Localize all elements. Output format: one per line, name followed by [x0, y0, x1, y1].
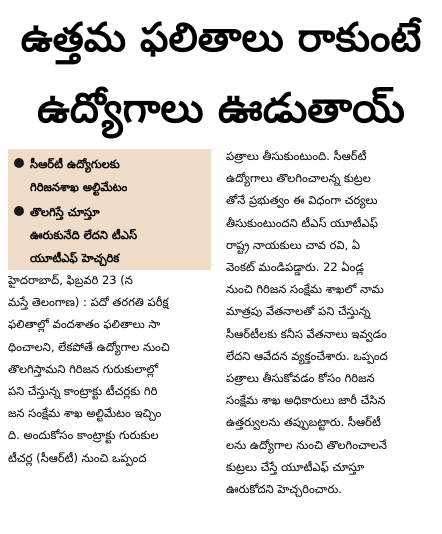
article-line: టీచర్ల (సీఆర్‌టీ) నుంచి ఒప్పంద: [8, 450, 147, 465]
article-line: పని చేస్తున్న కాంట్రాక్టు టీచర్లకు గిరి: [8, 384, 158, 399]
article-line: ఊరుకోదని హెచ్చరించారు.: [226, 482, 342, 497]
article-line: ధించాలని, లేకపోతే ఉద్యోగాల నుంచి: [8, 339, 170, 354]
article-line: సంక్షేమ శాఖ అధికారులు జారీ చేసిన: [226, 393, 386, 408]
highlight-line: గిరిజనశాఖ అల్టిమేటం: [30, 180, 128, 194]
article-line: కుట్రలు చేస్తే యూటీఎఫ్ చూస్తూ: [226, 459, 365, 474]
bullet-dot-icon: [14, 158, 24, 168]
highlight-line: తొలగిస్తే చూస్తూ: [30, 205, 100, 219]
article-line: ఉద్యోగాలు తొలగించాలన్న కుట్రల: [226, 171, 371, 186]
highlight-item: [14, 201, 209, 270]
article-line: మాత్రపు వేతనాలతో పని చేస్తున్న: [226, 304, 371, 319]
highlight-item: [14, 153, 209, 199]
article-line: జన సంక్షేమ శాఖ అల్టిమేటం ఇచ్చిం: [8, 406, 162, 421]
article-line: తోనే ప్రభుత్వం ఈ విధంగా చర్యలు: [226, 193, 378, 208]
article-right-column: [226, 145, 438, 500]
article-line: రాష్ట్ర నాయకులు చావ రవి, ఏ: [226, 237, 361, 252]
highlight-box: [8, 149, 211, 270]
article-line: ఫలితాల్లో వందశాతం ఫలితాలు సా: [8, 317, 161, 332]
article-line: లేదని ఆవేదన వ్యక్తంచేశారు. ఒప్పంద: [226, 348, 388, 363]
article-line: నుంచి గిరిజన సంక్షేమ శాఖలో నామ: [226, 282, 384, 297]
highlight-text: [30, 201, 137, 270]
article-line: తొలగిస్తామని గిరిజన గురుకులాల్లో: [8, 361, 159, 376]
article-line: లను ఉద్యోగాల నుంచి తొలగించాలనే: [226, 437, 387, 452]
headline-line-2: ఉద్యోగాలు ఊడుతాయ్: [37, 84, 405, 132]
headline-line-1: ఉత్తమ ఫలితాలు రాకుంటే: [20, 15, 422, 61]
article-line: పత్రాలు తీసుకోవడం కోసం గిరిజన: [226, 371, 375, 386]
highlight-line: యూటీఎఫ్ హెచ్చరిక: [30, 251, 120, 265]
article-line: ఉత్తర్వులను తప్పుబట్టారు. సీఆర్‌టీ: [226, 415, 381, 430]
article-line: మస్తే తెలంగాణ) : పదో తరగతి పరీక్ష: [8, 295, 169, 310]
article-line: హైదరాబాద్, ఫిబ్రవరి 23 (న: [8, 273, 133, 287]
bullet-dot-icon: [14, 206, 24, 216]
article-line: వెంకట్ మండిపడ్డారు. 22 ఏండ్ల: [226, 260, 364, 275]
highlight-line: సీఆర్‌టీ ఉద్యోగులకు: [30, 157, 120, 171]
highlight-text: [30, 153, 127, 199]
article-line: తీసుకుంటుందని టీఎస్ యూటీఎఫ్: [226, 215, 378, 230]
article-left-column: [8, 269, 213, 469]
article-line: సీఆర్‌టీలకు కనీస వేతనాలు ఇవ్వడం: [226, 326, 387, 341]
highlight-line: ఊరుకునేది లేదని టీఎస్: [30, 228, 138, 242]
article-line: పత్రాలు తీసుకుంటుంది. సీఆర్‌టీ: [226, 149, 367, 163]
article-line: ది. అందుకోసం కాంట్రాక్టు గురుకుల: [8, 428, 159, 443]
